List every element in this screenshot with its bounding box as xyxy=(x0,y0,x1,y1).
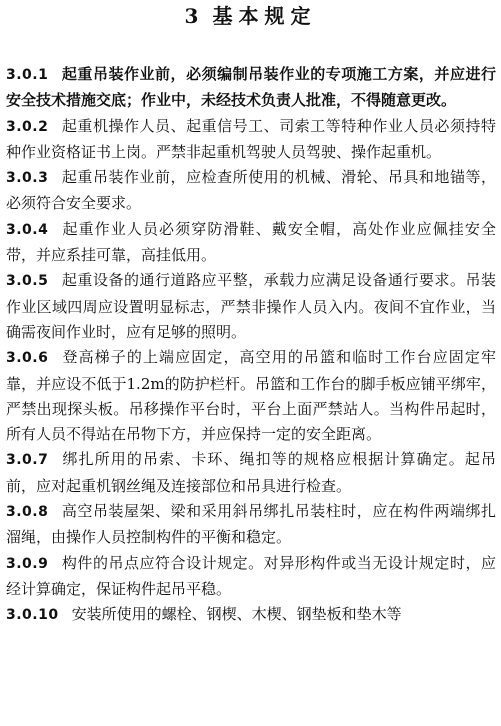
clause-3-0-10 xyxy=(6,602,496,628)
clause-3-0-8 xyxy=(6,499,496,551)
chapter-name: 基本规定 xyxy=(212,4,317,28)
clause-3-0-4 xyxy=(6,217,496,269)
clause-number: 3.0.1 xyxy=(6,67,49,83)
clause-text: 起重作业人员必须穿防滑鞋、戴安全帽，高处作业应佩挂安全带，并应系挂可靠，高挂低用。 xyxy=(6,219,496,265)
clause-3-0-3 xyxy=(6,165,496,217)
chapter-title xyxy=(0,0,501,32)
clause-text: 起重吊装作业前，应检查所使用的机械、滑轮、吊具和地锚等，必须符合安全要求。 xyxy=(6,168,496,213)
clause-number: 3.0.7 xyxy=(6,452,49,469)
clause-number: 3.0.4 xyxy=(6,221,49,238)
clause-text: 安装所使用的螺栓、钢楔、木楔、钢垫板和垫木等 xyxy=(71,605,402,624)
clause-3-0-1 xyxy=(6,62,496,114)
clause-3-0-5 xyxy=(6,268,496,345)
clause-3-0-7 xyxy=(6,447,496,499)
clause-3-0-6 xyxy=(6,345,496,447)
clause-text: 高空吊装屋架、梁和采用斜吊绑扎吊装柱时，应在构件两端绑扎溜绳，由操作人员控制构件的平衡和稳定。 xyxy=(6,502,496,547)
clause-3-0-9 xyxy=(6,551,496,603)
clause-text: 绑扎所用的吊索、卡环、绳扣等的规格应根据计算确定。起吊前，应对起重机钢丝绳及连接部位和吊具进行检查。 xyxy=(6,450,496,495)
clause-number: 3.0.6 xyxy=(6,350,49,367)
clause-text: 起重吊装作业前，必须编制吊装作业的专项施工方案，并应进行安全技术措施交底；作业中，未经技术负责人批准，不得随意更改。 xyxy=(6,65,496,110)
clause-number: 3.0.8 xyxy=(6,504,49,521)
clause-text: 起重机操作人员、起重信号工、司索工等特种作业人员必须持特种作业资格证书上岗。严禁非起重机驾驶人员驾驶、操作起重机。 xyxy=(6,116,496,161)
clause-number: 3.0.10 xyxy=(6,607,59,624)
clause-text: 起重设备的通行道路应平整，承载力应满足设备通行要求。吊装作业区域四周应设置明显标志，严禁非操作人员入内。夜间不宜作业，当确需夜间作业时，应有足够的照明。 xyxy=(6,271,496,341)
clause-3-0-2 xyxy=(6,114,496,166)
clause-number: 3.0.5 xyxy=(6,273,49,290)
clause-number: 3.0.2 xyxy=(6,118,49,135)
chapter-number: 3 xyxy=(184,4,205,28)
clause-text: 登高梯子的上端应固定，高空用的吊篮和临时工作台应固定牢靠，并应设不低于1.2m的防护栏杆。吊篮和工作台的脚手板应铺平绑牢，严禁出现探头板。吊移操作平台时，平台上面严禁站人。当构件吊起时，所有人员不得站在吊物下方，并应保持一定的安全距离。 xyxy=(6,348,496,444)
clause-number: 3.0.9 xyxy=(6,555,49,572)
clause-text: 构件的吊点应符合设计规定。对异形构件或当无设计规定时，应经计算确定，保证构件起吊平稳。 xyxy=(6,553,496,598)
clause-list xyxy=(6,62,496,629)
clause-number: 3.0.3 xyxy=(6,170,49,187)
